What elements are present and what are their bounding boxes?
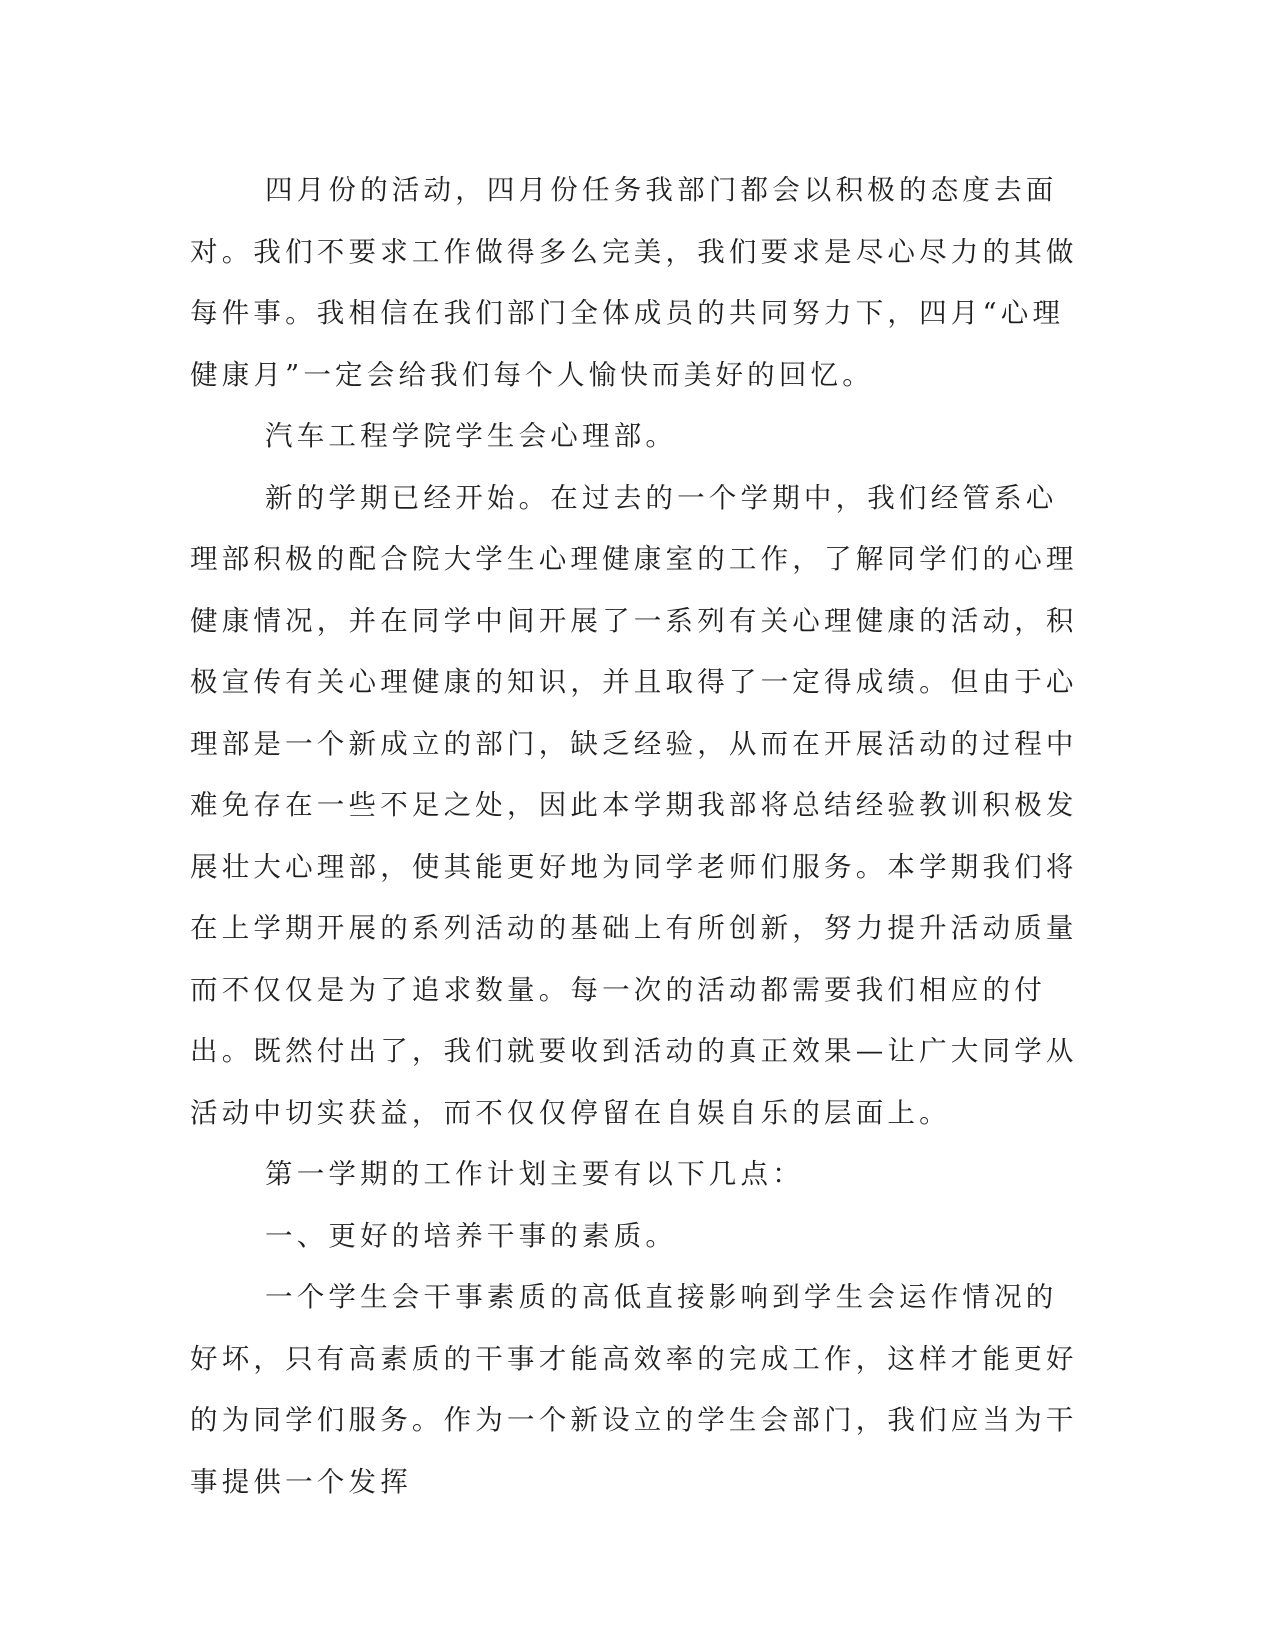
paragraph-plan-point-one-body: 一个学生会干事素质的高低直接影响到学生会运作情况的好坏，只有高素质的干事才能高效率的完成工作，这样才能更好的为同学们服务。作为一个新设立的学生会部门，我们应当为干事提供一个发挥 (190, 1281, 1078, 1498)
paragraph-april-activities: 四月份的活动，四月份任务我部门都会以积极的态度去面对。我们不要求工作做得多么完美，我们要求是尽心尽力的其做每件事。我相信在我们部门全体成员的共同努力下，四月“心理健康月”一定会给我们每个人愉快而美好的回忆。 (190, 174, 1078, 391)
paragraph-plan-point-one-heading: 一、更好的培养干事的素质。 (265, 1219, 678, 1252)
paragraph-department-signature: 汽车工程学院学生会心理部。 (265, 420, 678, 452)
document-page (190, 160, 1085, 1513)
paragraph-new-semester: 新的学期已经开始。在过去的一个学期中，我们经管系心理部积极的配合院大学生心理健康室的工作，了解同学们的心理健康情况，并在同学中间开展了一系列有关心理健康的活动，积极宣传有关心理健康的知识，并且取得了一定得成绩。但由于心理部是一个新成立的部门，缺乏经验，从而在开展活动的过程中难免存在一些不足之处，因此本学期我部将总结经验教训积极发展壮大心理部，使其能更好地为同学老师们服务。本学期我们将在上学期开展的系列活动的基础上有所创新，努力提升活动质量而不仅仅是为了追求数量。每一次的活动都需要我们相应的付出。既然付出了，我们就要收到活动的真正效果—让广大同学从活动中切实获益，而不仅仅停留在自娱自乐的层面上。 (190, 481, 1078, 1129)
paragraph-plan-intro: 第一学期的工作计划主要有以下几点： (265, 1158, 804, 1190)
